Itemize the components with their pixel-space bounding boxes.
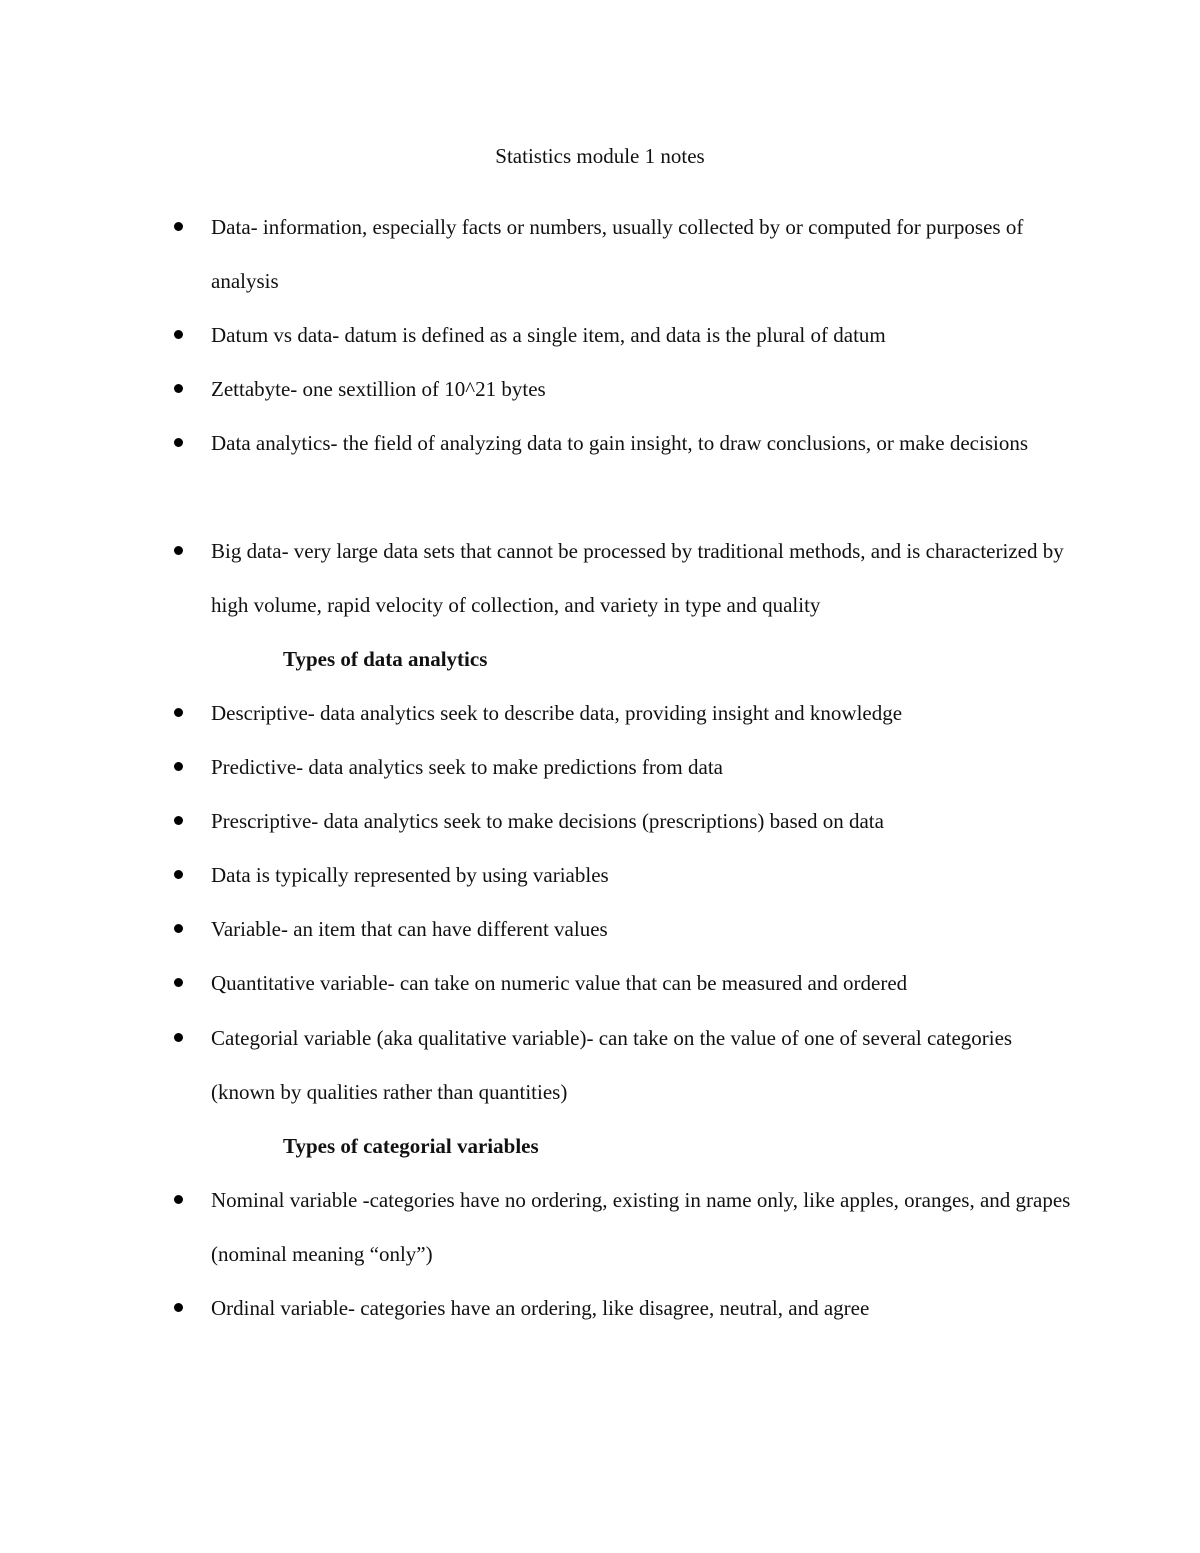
list-item-text: Datum vs data- datum is defined as a single item, and data is the plural of datum: [211, 323, 886, 347]
bullet-icon: [174, 870, 183, 879]
list-item-text: Prescriptive- data analytics seek to make decisions (prescriptions) based on data: [211, 809, 884, 833]
list-item-text: Predictive- data analytics seek to make predictions from data: [211, 755, 723, 779]
bullet-icon: [174, 330, 183, 339]
list-item-text: Big data- very large data sets that cannot be processed by traditional methods, and is characterized by high volume, rapid velocity of collection, and variety in type and quality: [211, 539, 1064, 617]
section-heading: Types of data analytics: [283, 647, 488, 671]
list-item-text: Data is typically represented by using variables: [211, 863, 609, 887]
list-item-text: Nominal variable -categories have no ordering, existing in name only, like apples, oranges, and grapes (nominal meaning “only”): [211, 1188, 1071, 1266]
bullet-icon: [174, 762, 183, 771]
bullet-icon: [174, 1033, 183, 1042]
bullet-icon: [174, 1195, 183, 1204]
list-item-text: Descriptive- data analytics seek to describe data, providing insight and knowledge: [211, 701, 903, 725]
list-item-text: Categorial variable (aka qualitative variable)- can take on the value of one of several categories (known by qualities rather than quantities): [211, 1026, 1013, 1104]
list-item-text: Data- information, especially facts or numbers, usually collected by or computed for purposes of analysis: [211, 215, 1024, 293]
list-item-text: Zettabyte- one sextillion of 10^21 bytes: [211, 377, 546, 401]
list-item-text: Quantitative variable- can take on numeric value that can be measured and ordered: [211, 971, 908, 995]
bullet-icon: [174, 978, 183, 987]
bullet-icon: [174, 816, 183, 825]
document-title: Statistics module 1 notes: [495, 144, 705, 168]
list-item-text: Data analytics- the field of analyzing data to gain insight, to draw conclusions, or make decisions: [211, 431, 1029, 455]
bullet-icon: [174, 222, 183, 231]
bullet-icon: [174, 438, 183, 447]
bullet-icon: [174, 546, 183, 555]
list-item-text: Variable- an item that can have different values: [211, 917, 608, 941]
bullet-icon: [174, 924, 183, 933]
section-heading: Types of categorial variables: [283, 1134, 539, 1158]
bullet-icon: [174, 384, 183, 393]
list-item-text: Ordinal variable- categories have an ordering, like disagree, neutral, and agree: [211, 1296, 870, 1320]
bullet-icon: [174, 708, 183, 717]
bullet-icon: [174, 1303, 183, 1312]
